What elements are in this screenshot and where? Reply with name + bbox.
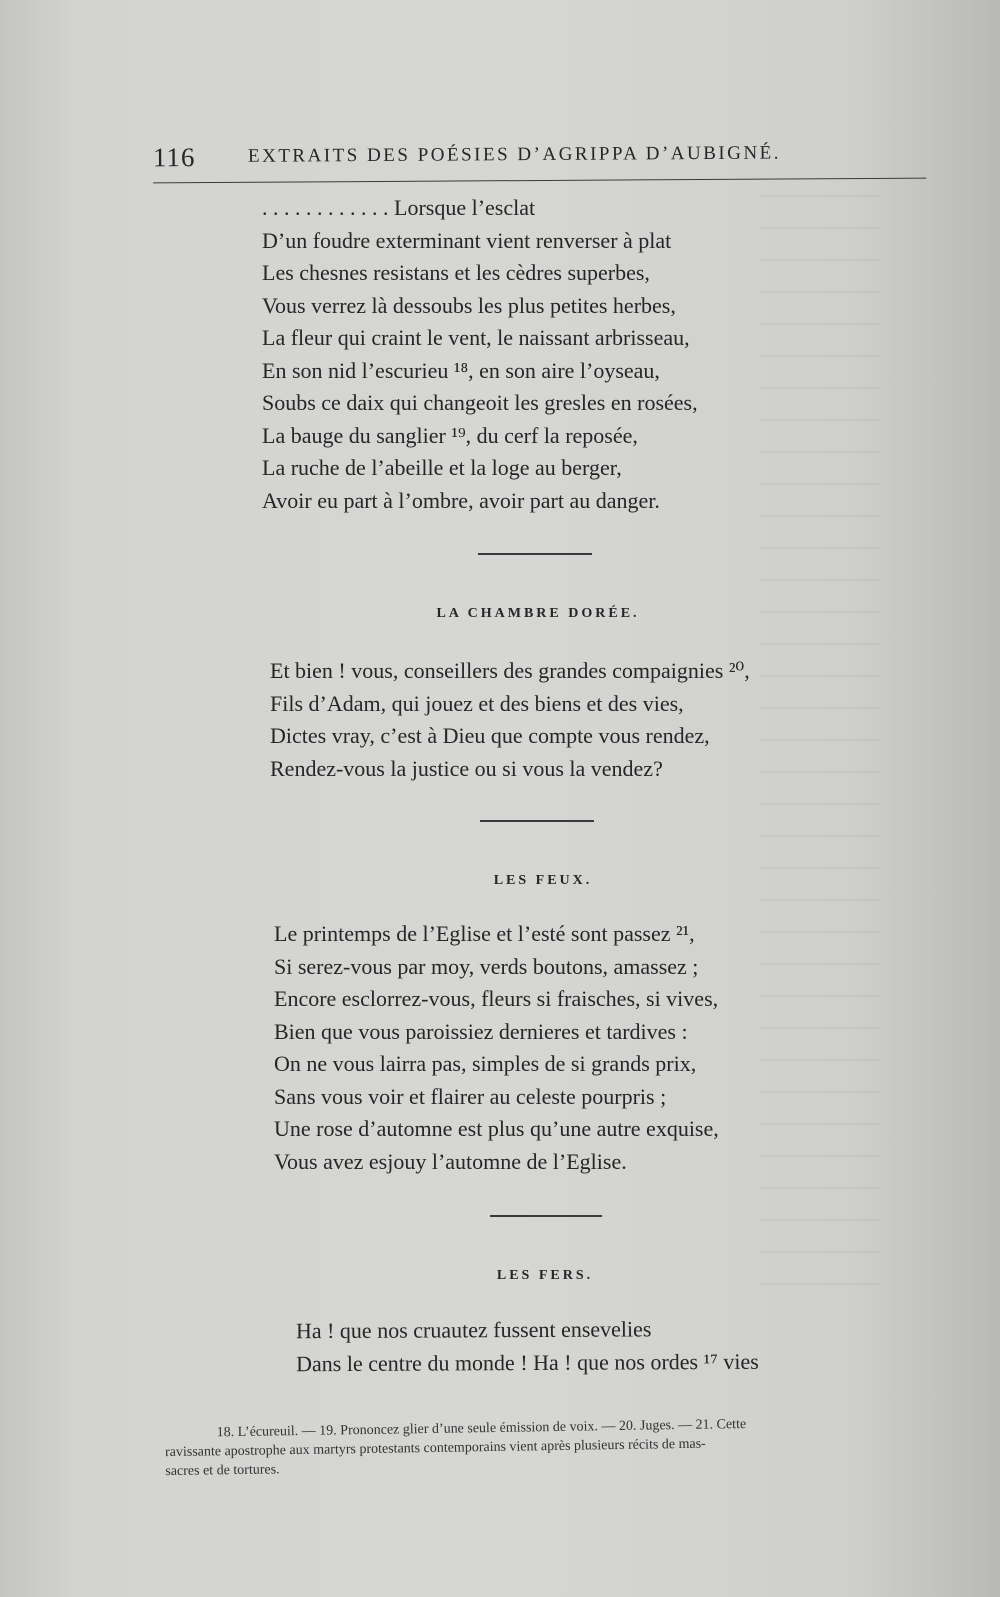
section-title: LA CHAMBRE DORÉE.	[436, 606, 640, 621]
verse-line: Ha ! que nos cruautez fussent ensevelies	[295, 1316, 652, 1344]
verse-line: En son nid l’escurieu ¹⁸, en son aire l’oyseau,	[262, 357, 660, 383]
running-title: EXTRAITS DES POÉSIES D’AGRIPPA D’AUBIGNÉ.	[247, 142, 782, 167]
footnote-line: 18. L’écureuil. — 19. Prononcez glier d’une seule émission de voix. — 20. Juges. — 21. Cette	[216, 1416, 747, 1441]
verse-line: Dictes vray, c’est à Dieu que compte vous rendez,	[270, 723, 710, 748]
verse-line: Dans le centre du monde ! Ha ! que nos ordes ¹⁷ vies	[296, 1348, 759, 1376]
poem-stanza-continued	[262, 192, 698, 517]
verse-line: Et bien ! vous, conseillers des grandes compaignies ²⁰,	[270, 658, 750, 683]
verse-line: Rendez-vous la justice ou si vous la vendez?	[270, 755, 663, 781]
verse-line: Sans vous voir et flairer au celeste pourpris ;	[274, 1083, 667, 1109]
poem-stanza	[274, 918, 719, 1178]
section-title: LES FEUX.	[493, 873, 593, 888]
footnote-line: sacres et de tortures.	[165, 1462, 280, 1480]
footnotes	[165, 1412, 946, 1481]
verse-line: Les chesnes resistans et les cèdres superbes,	[262, 260, 650, 285]
verse-line: La ruche de l’abeille et la loge au berger,	[262, 455, 622, 480]
section-divider	[480, 820, 594, 822]
verse-line: La bauge du sanglier ¹⁹, du cerf la reposée,	[262, 422, 638, 448]
verse-line: On ne vous lairra pas, simples de si grands prix,	[274, 1051, 697, 1076]
section-divider	[478, 553, 592, 555]
verse-line: Une rose d’automne est plus qu’une autre exquise,	[274, 1116, 719, 1141]
verse-line: D’un foudre exterminant vient renverser à plat	[262, 227, 672, 253]
verse-line: Bien que vous paroissiez dernieres et tardives :	[274, 1018, 688, 1044]
verse-line: Vous verrez là dessoubs les plus petites herbes,	[262, 292, 676, 318]
poem-stanza	[296, 1313, 759, 1380]
poem-stanza	[270, 655, 750, 785]
verse-line: La fleur qui craint le vent, le naissant arbrisseau,	[262, 325, 690, 350]
verse-line: Fils d’Adam, qui jouez et des biens et des vies,	[270, 690, 684, 716]
verse-line: . . . . . . . . . . . . Lorsque l’esclat	[262, 195, 536, 220]
bleed-through-text	[760, 195, 880, 1295]
verse-line: Vous avez esjouy l’automne de l’Eglise.	[274, 1148, 627, 1174]
footnote-line: ravissante apostrophe aux martyrs protestants contemporains vient après plusieurs récits de mas-	[164, 1436, 706, 1461]
verse-line: Soubs ce daix qui changeoit les gresles en rosées,	[262, 390, 698, 415]
verse-line: Encore esclorrez-vous, fleurs si fraisches, si vives,	[274, 986, 719, 1011]
section-divider	[490, 1215, 602, 1217]
page-header	[153, 138, 926, 184]
verse-line: Le printemps de l’Eglise et l’esté sont passez ²¹,	[274, 921, 695, 946]
verse-line: Avoir eu part à l’ombre, avoir part au danger.	[262, 487, 660, 513]
section-title: LES FERS.	[496, 1268, 594, 1283]
verse-line: Si serez-vous par moy, verds boutons, amassez ;	[274, 953, 699, 979]
page-number: 116	[152, 142, 196, 173]
